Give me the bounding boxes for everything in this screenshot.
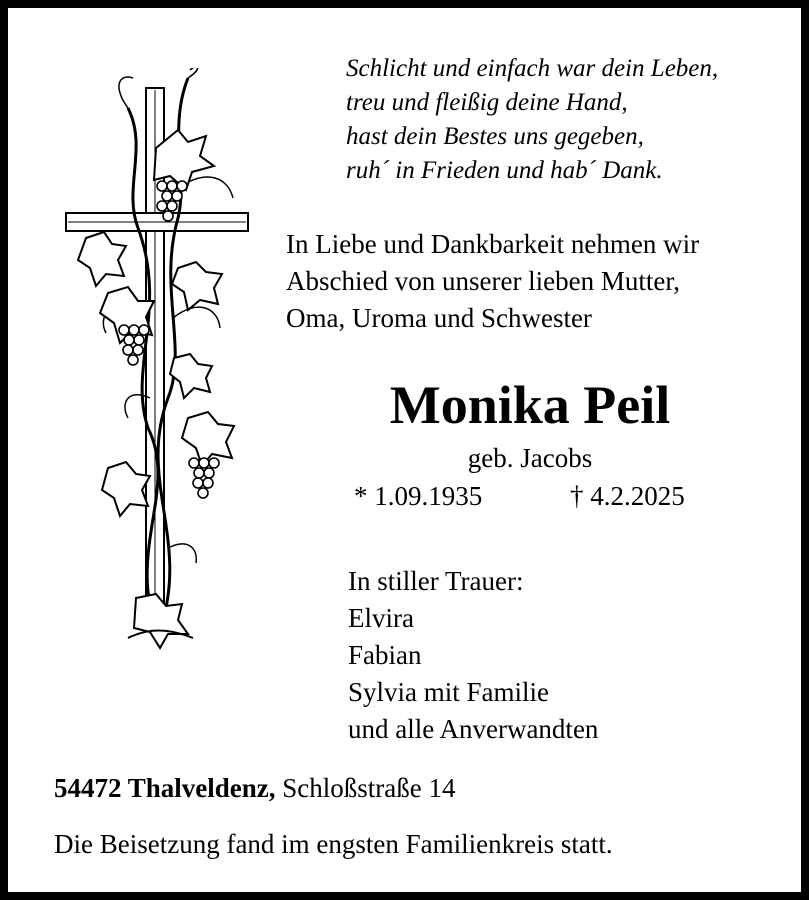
poem-line: ruh´ in Frieden und hab´ Dank. [346,157,663,184]
address [54,770,456,806]
cross-with-vine-icon [58,68,258,658]
deceased-name: Monika Peil [389,375,671,435]
address-street: Schloßstraße 14 [282,773,456,803]
mourner-item: Elvira [348,603,414,633]
intro-line: In Liebe und Dankbarkeit nehmen wir [286,229,700,259]
mourner-item: Sylvia mit Familie [348,677,549,707]
birth-name: geb. Jacobs [467,443,593,473]
mourner-item: Fabian [348,640,422,670]
birth-date: * 1.09.1935 [354,481,483,511]
mourners-heading: In stiller Trauer: [348,566,524,596]
death-date: † 4.2.2025 [570,481,685,511]
funeral-note: Die Beisetzung fand im engsten Familienkreis statt. [54,829,613,859]
mourner-item: und alle Anverwandten [348,714,599,744]
intro-line: Abschied von unserer lieben Mutter, [286,266,681,296]
mourners-list [348,563,598,748]
intro-line: Oma, Uroma und Schwester [286,303,592,333]
poem [346,52,718,188]
poem-line: Schlicht und einfach war dein Leben, [346,55,719,82]
intro-text [286,226,699,337]
address-city: 54472 Thalveldenz, [54,773,276,803]
poem-line: treu und fleißig deine Hand, [346,89,628,116]
poem-line: hast dein Bestes uns gegeben, [346,123,644,150]
